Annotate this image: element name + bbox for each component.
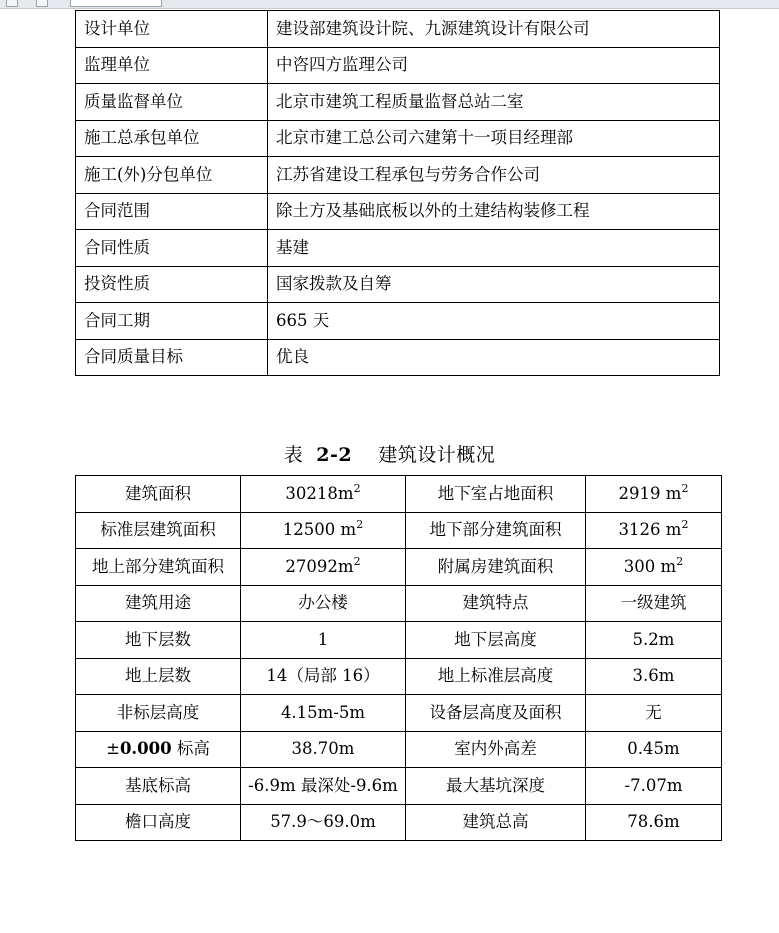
cell-label: 施工(外)分包单位 xyxy=(76,157,268,194)
title-prefix: 表 xyxy=(283,444,304,466)
cell-label: 标准层建筑面积 xyxy=(76,512,241,549)
cell-value: 基建 xyxy=(268,230,720,267)
cell-label: 建筑总高 xyxy=(406,804,586,841)
table-row xyxy=(76,549,722,586)
table-row xyxy=(76,230,720,267)
cell-label: 建筑特点 xyxy=(406,585,586,622)
cell-label: 附属房建筑面积 xyxy=(406,549,586,586)
cell-value: 办公楼 xyxy=(241,585,406,622)
viewer-toolbar xyxy=(0,0,779,9)
cell-value: $30218m^2$ xyxy=(241,476,406,513)
cell-value: 江苏省建设工程承包与劳务合作公司 xyxy=(268,157,720,194)
table-row xyxy=(76,622,722,659)
cell-value: 优良 xyxy=(268,339,720,376)
cell-label: 地上层数 xyxy=(76,658,241,695)
cell-value: 2919 $m^2$ xyxy=(586,476,722,513)
table-row xyxy=(76,47,720,84)
table-row xyxy=(76,731,722,768)
cell-value: 57.9～69.0m xyxy=(241,804,406,841)
cell-label: 地下室占地面积 xyxy=(406,476,586,513)
cell-label: 合同性质 xyxy=(76,230,268,267)
table-row xyxy=(76,157,720,194)
table-row xyxy=(76,512,722,549)
cell-label: 基底标高 xyxy=(76,768,241,805)
table-row xyxy=(76,266,720,303)
cell-label: 建筑用途 xyxy=(76,585,241,622)
cell-label: 非标层高度 xyxy=(76,695,241,732)
cell-value: -7.07m xyxy=(586,768,722,805)
cell-label: 地下部分建筑面积 xyxy=(406,512,586,549)
table-title xyxy=(0,440,779,467)
cell-value: 4.15m-5m xyxy=(241,695,406,732)
cell-label: 合同范围 xyxy=(76,193,268,230)
cell-label: 地下层高度 xyxy=(406,622,586,659)
table-row xyxy=(76,193,720,230)
cell-value: 3126 $m^2$ xyxy=(586,512,722,549)
building-design-table xyxy=(75,475,722,841)
cell-value: 12500 $m^2$ xyxy=(241,512,406,549)
project-info-table xyxy=(75,10,720,376)
title-text: 建筑设计概况 xyxy=(378,444,496,466)
table-row xyxy=(76,658,722,695)
cell-label: 地上部分建筑面积 xyxy=(76,549,241,586)
table-row xyxy=(76,303,720,340)
cell-value: $27092m^2$ xyxy=(241,549,406,586)
table-row xyxy=(76,585,722,622)
title-number: 2-2 xyxy=(316,444,353,466)
cell-label: 设备层高度及面积 xyxy=(406,695,586,732)
cell-value: 5.2m xyxy=(586,622,722,659)
table-row xyxy=(76,768,722,805)
cell-label: 最大基坑深度 xyxy=(406,768,586,805)
cell-label: 室内外高差 xyxy=(406,731,586,768)
cell-value: 1 xyxy=(241,622,406,659)
cell-value: 78.6m xyxy=(586,804,722,841)
cell-label: 监理单位 xyxy=(76,47,268,84)
cell-value: 无 xyxy=(586,695,722,732)
table-row xyxy=(76,11,720,48)
toolbar-view-icon[interactable] xyxy=(36,0,48,7)
cell-value: 38.70m xyxy=(241,731,406,768)
cell-label: 投资性质 xyxy=(76,266,268,303)
cell-label: 质量监督单位 xyxy=(76,84,268,121)
cell-value: -6.9m 最深处-9.6m xyxy=(241,768,406,805)
cell-value: 0.45m xyxy=(586,731,722,768)
cell-value: 14（局部 16） xyxy=(241,658,406,695)
cell-label: 檐口高度 xyxy=(76,804,241,841)
cell-value: 除土方及基础底板以外的土建结构装修工程 xyxy=(268,193,720,230)
cell-label: 施工总承包单位 xyxy=(76,120,268,157)
cell-value: 建设部建筑设计院、九源建筑设计有限公司 xyxy=(268,11,720,48)
cell-value: 北京市建工总公司六建第十一项目经理部 xyxy=(268,120,720,157)
cell-value: 一级建筑 xyxy=(586,585,722,622)
toolbar-page-icon[interactable] xyxy=(6,0,18,7)
cell-value: 665 天 xyxy=(268,303,720,340)
cell-value: 300 $m^2$ xyxy=(586,549,722,586)
toolbar-page-field[interactable] xyxy=(70,0,162,7)
cell-label: ±0.000 标高 xyxy=(76,731,241,768)
cell-label: 合同工期 xyxy=(76,303,268,340)
cell-value: 国家拨款及自筹 xyxy=(268,266,720,303)
cell-value: 北京市建筑工程质量监督总站二室 xyxy=(268,84,720,121)
cell-label: 建筑面积 xyxy=(76,476,241,513)
cell-label: 地上标准层高度 xyxy=(406,658,586,695)
cell-value: 3.6m xyxy=(586,658,722,695)
cell-label: 合同质量目标 xyxy=(76,339,268,376)
table-row xyxy=(76,84,720,121)
table-row xyxy=(76,476,722,513)
cell-label: 地下层数 xyxy=(76,622,241,659)
table-row xyxy=(76,804,722,841)
cell-label: 设计单位 xyxy=(76,11,268,48)
table-row xyxy=(76,120,720,157)
table-row xyxy=(76,695,722,732)
cell-value: 中咨四方监理公司 xyxy=(268,47,720,84)
table-row xyxy=(76,339,720,376)
